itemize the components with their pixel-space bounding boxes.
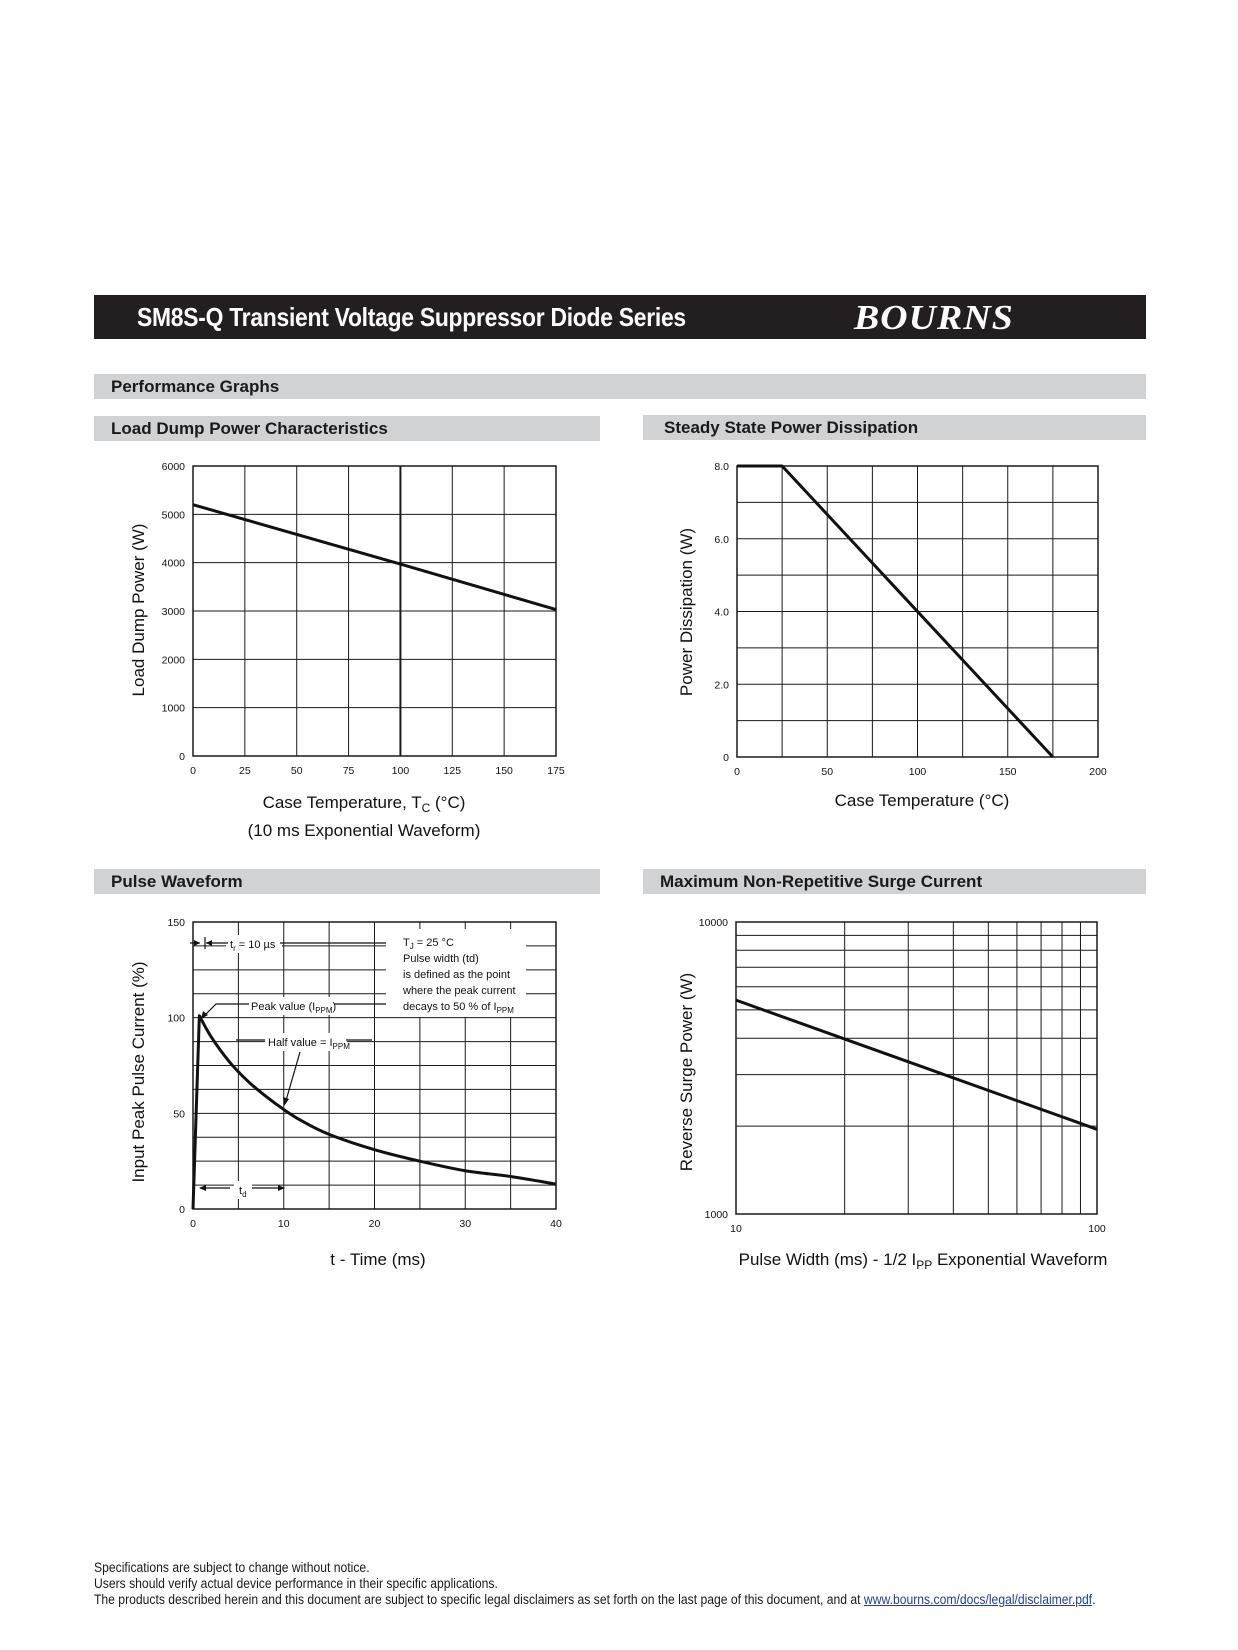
x-tick-label: 40 (550, 1218, 562, 1230)
x-tick-label: 175 (547, 765, 565, 777)
y-tick-label: 1000 (704, 1209, 728, 1221)
x-tick-label: 150 (998, 766, 1017, 778)
y-tick-label: 0 (179, 1204, 185, 1216)
x-axis-label-line2: (10 ms Exponential Waveform) (247, 821, 481, 840)
y-tick-label: 150 (167, 917, 185, 929)
x-tick-label: 10 (277, 1218, 290, 1230)
y-axis-label: Reverse Surge Power (W) (677, 972, 696, 1172)
x-axis-label: Pulse Width (ms) - 1/2 $I_{PP}$ Exponential Waveform (738, 1250, 1108, 1272)
x-tick-label: 0 (190, 765, 196, 777)
section-title: Performance Graphs (111, 377, 280, 396)
y-tick-label: 8.0 (714, 461, 729, 473)
logo-wordmark: BOURNS (854, 298, 1014, 337)
y-tick-label: 6.0 (714, 533, 729, 546)
x-tick-label: 0 (190, 1218, 196, 1230)
footer-line-1: Specifications are subject to change without notice. (94, 1560, 370, 1575)
x-tick-label: 30 (459, 1218, 472, 1230)
svg-text:is defined as the point: is defined as the point (403, 969, 511, 981)
x-tick-label: 50 (290, 765, 303, 777)
registered-mark: ® (1178, 301, 1185, 311)
y-tick-label: 4.0 (714, 606, 729, 619)
x-tick-label: 125 (443, 765, 462, 777)
y-tick-label: 3000 (161, 606, 185, 618)
document-title: SM8S-Q Transient Voltage Suppressor Diode Series (137, 302, 686, 332)
y-axis-label: Load Dump Power (W) (129, 523, 148, 697)
y-tick-label: 10000 (698, 917, 728, 929)
load-dump-heading: Load Dump Power Characteristics (111, 419, 388, 438)
peak-value-label: Peak value $(I_{PPM})$ (251, 1001, 337, 1015)
y-tick-label: 0 (723, 752, 729, 764)
x-tick-label: 100 (1088, 1223, 1106, 1235)
y-tick-label: 6000 (161, 461, 185, 473)
x-tick-label: 100 (391, 765, 410, 777)
x-tick-label: 0 (734, 766, 740, 778)
x-tick-label: 20 (368, 1218, 381, 1230)
y-tick-label: 1000 (161, 702, 185, 715)
grid (736, 922, 1097, 1214)
plot-frame (736, 922, 1097, 1214)
footer-line-3-text: The products described herein and this document are subject to specific legal disclaimers as set forth on the last page of this document, and at (94, 1592, 864, 1607)
y-tick-label: 2000 (161, 654, 185, 667)
td-label: $t_d$ (239, 1185, 247, 1199)
x-tick-label: 100 (908, 766, 927, 778)
footer-line-3-end: . (1092, 1592, 1096, 1607)
footer (94, 1560, 1154, 1608)
x-tick-label: 150 (495, 765, 513, 777)
pulse-waveform-heading: Pulse Waveform (111, 872, 243, 891)
footer-line-3 (94, 1592, 1096, 1608)
x-tick-label: 10 (730, 1223, 742, 1235)
svg-text:decays to 50 % of IPPM: decays to 50 % of $I_{PPM}$ (403, 1001, 514, 1015)
y-tick-label: 4000 (161, 557, 185, 570)
y-tick-label: 2.0 (714, 679, 729, 692)
y-tick-label: 5000 (161, 509, 185, 522)
y-axis-label: Power Dissipation (W) (677, 527, 696, 697)
y-tick-label: 0 (179, 751, 185, 763)
data-line (736, 1000, 1097, 1129)
x-axis-label: t - Time (ms) (330, 1250, 426, 1269)
half-value-label: Half value = $I_{PPM}$ (268, 1037, 350, 1051)
x-axis-label: Case Temperature (°C) (834, 791, 1010, 810)
svg-text:Pulse width (td): Pulse width (td) (403, 953, 479, 965)
x-tick-label: 50 (821, 766, 834, 778)
y-tick-labels (699, 917, 728, 1221)
x-tick-label: 75 (342, 765, 355, 777)
svg-text:where the peak current: where the peak current (403, 985, 516, 997)
disclaimer-link[interactable]: www.bourns.com/docs/legal/disclaimer.pdf (863, 1592, 1093, 1607)
x-tick-labels (730, 1223, 1106, 1235)
footer-line-2: Users should verify actual device performance in their specific applications. (94, 1576, 498, 1591)
steady-state-heading: Steady State Power Dissipation (664, 418, 919, 437)
tr-label: $t_r = 10$ µs (230, 939, 276, 953)
svg-text:TJ = 25 °C: $T_J = 25$ °C (403, 937, 454, 951)
x-axis-label: Case Temperature, $T_C$ (°C) (262, 793, 466, 815)
x-tick-label: 200 (1089, 766, 1107, 778)
x-tick-label: 25 (239, 765, 251, 777)
y-tick-label: 50 (173, 1108, 185, 1121)
y-axis-label: Input Peak Pulse Current (%) (129, 961, 148, 1183)
data-line-group (736, 1000, 1097, 1129)
y-tick-label: 100 (167, 1012, 185, 1025)
surge-current-heading: Maximum Non-Repetitive Surge Current (660, 872, 983, 891)
